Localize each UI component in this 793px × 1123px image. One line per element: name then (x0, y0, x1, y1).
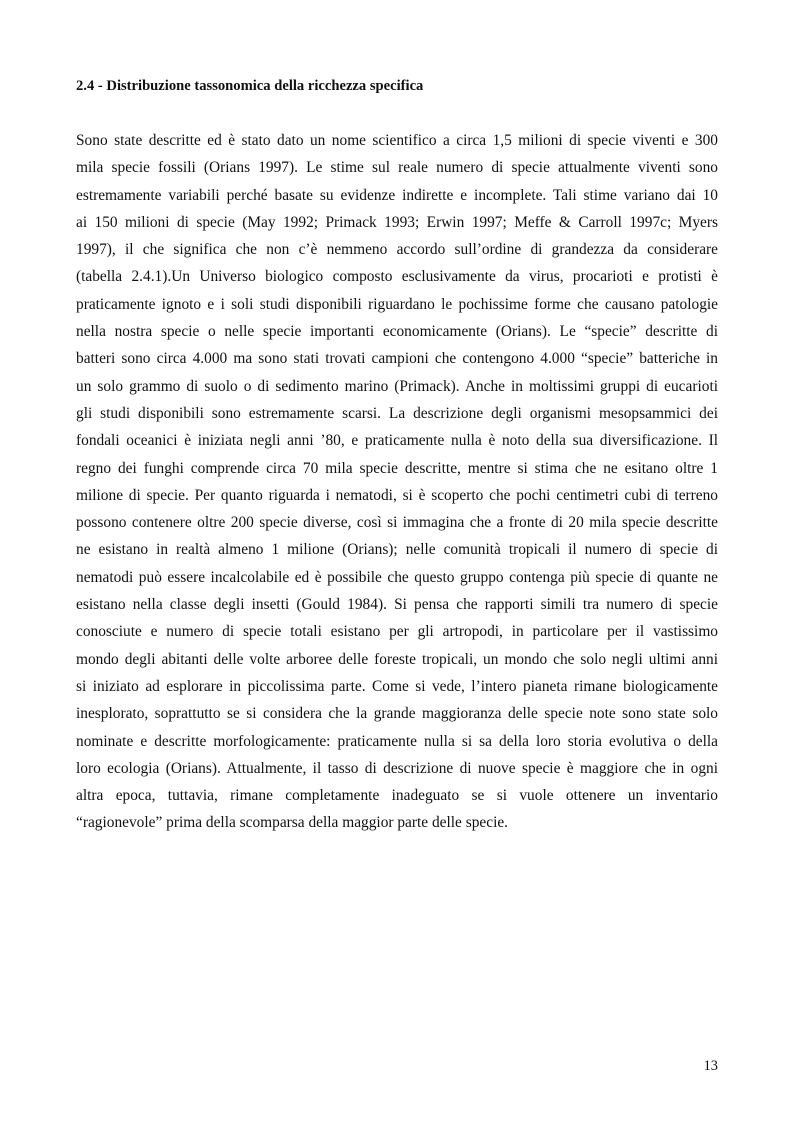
page-number: 13 (703, 1058, 718, 1074)
paragraph-line: mila specie fossili (Orians 1997). Le stime sul reale numero di specie attualmente viventi sono (76, 159, 718, 177)
paragraph-line: altra epoca, tuttavia, rimane completamente inadeguato se si vuole ottenere un inventario (76, 787, 718, 805)
paragraph-line: gli studi disponibili sono estremamente scarsi. La descrizione degli organismi mesopsammici dei (76, 404, 718, 422)
paragraph-line: conosciute e numero di specie totali esistano per gli artropodi, in particolare per il vastissimo (76, 623, 718, 641)
paragraph-line: (tabella 2.4.1).Un Universo biologico composto esclusivamente da virus, procarioti e protisti è (76, 268, 718, 286)
paragraph-line: esistano nella classe degli insetti (Gould 1984). Si pensa che rapporti simili tra numero di specie (76, 596, 718, 614)
paragraph-line: inesplorato, soprattutto se si considera che la grande maggioranza delle specie note sono state solo (76, 705, 718, 723)
paragraph-line: mondo degli abitanti delle volte arboree delle foreste tropicali, un mondo che solo negli ultimi anni (76, 650, 718, 668)
paragraph-line: possono contenere oltre 200 specie diverse, così si immagina che a fronte di 20 mila specie descritte (76, 514, 718, 532)
paragraph-line: loro ecologia (Orians). Attualmente, il tasso di descrizione di nuove specie è maggiore che in ogni (76, 759, 718, 777)
paragraph-line: si iniziato ad esplorare in piccolissima parte. Come si vede, l’intero pianeta rimane biologicamente (76, 677, 718, 695)
paragraph-line: fondali oceanici è iniziata negli anni ’80, e praticamente nulla è noto della sua diversificazione. Il (76, 432, 718, 450)
paragraph-line: ai 150 milioni di specie (May 1992; Primack 1993; Erwin 1997; Meffe & Carroll 1997c; Myers (76, 213, 718, 231)
paragraph-line: batteri sono circa 4.000 ma sono stati trovati campioni che contengono 4.000 “specie” batteriche in (76, 350, 718, 368)
paragraph-line: nella nostra specie o nelle specie importanti economicamente (Orians). Le “specie” descritte di (76, 323, 718, 341)
paragraph-line: estremamente variabili perché basate su evidenze indirette e incomplete. Tali stime variano dai 10 (76, 186, 718, 204)
body-paragraph (76, 131, 718, 841)
paragraph-line: nominate e descritte morfologicamente: praticamente nulla si sa della loro storia evolutiva o della (76, 732, 718, 750)
paragraph-line: 1997), il che significa che non c’è nemmeno accordo sull’ordine di grandezza da considerare (76, 241, 718, 259)
paragraph-line: milione di specie. Per quanto riguarda i nematodi, si è scoperto che pochi centimetri cubi di terreno (76, 486, 718, 504)
paragraph-line: “ragionevole” prima della scomparsa della maggior parte delle specie. (76, 814, 509, 832)
paragraph-line: regno dei funghi comprende circa 70 mila specie descritte, mentre si stima che ne esitano oltre 1 (76, 459, 718, 477)
paragraph-line: Sono state descritte ed è stato dato un nome scientifico a circa 1,5 milioni di specie viventi e 300 (76, 132, 718, 149)
paragraph-line: un solo grammo di suolo o di sedimento marino (Primack). Anche in moltissimi gruppi di eucarioti (76, 377, 718, 395)
paragraph-line: praticamente ignoto e i soli studi disponibili riguardano le pochissime forme che causano patologie (76, 295, 718, 313)
paragraph-line: nematodi può essere incalcolabile ed è possibile che questo gruppo contenga più specie di quante ne (76, 568, 718, 586)
paragraph-line: ne esistano in realtà almeno 1 milione (Orians); nelle comunità tropicali il numero di specie di (76, 541, 718, 559)
section-heading: 2.4 - Distribuzione tassonomica della ricchezza specifica (76, 78, 424, 94)
